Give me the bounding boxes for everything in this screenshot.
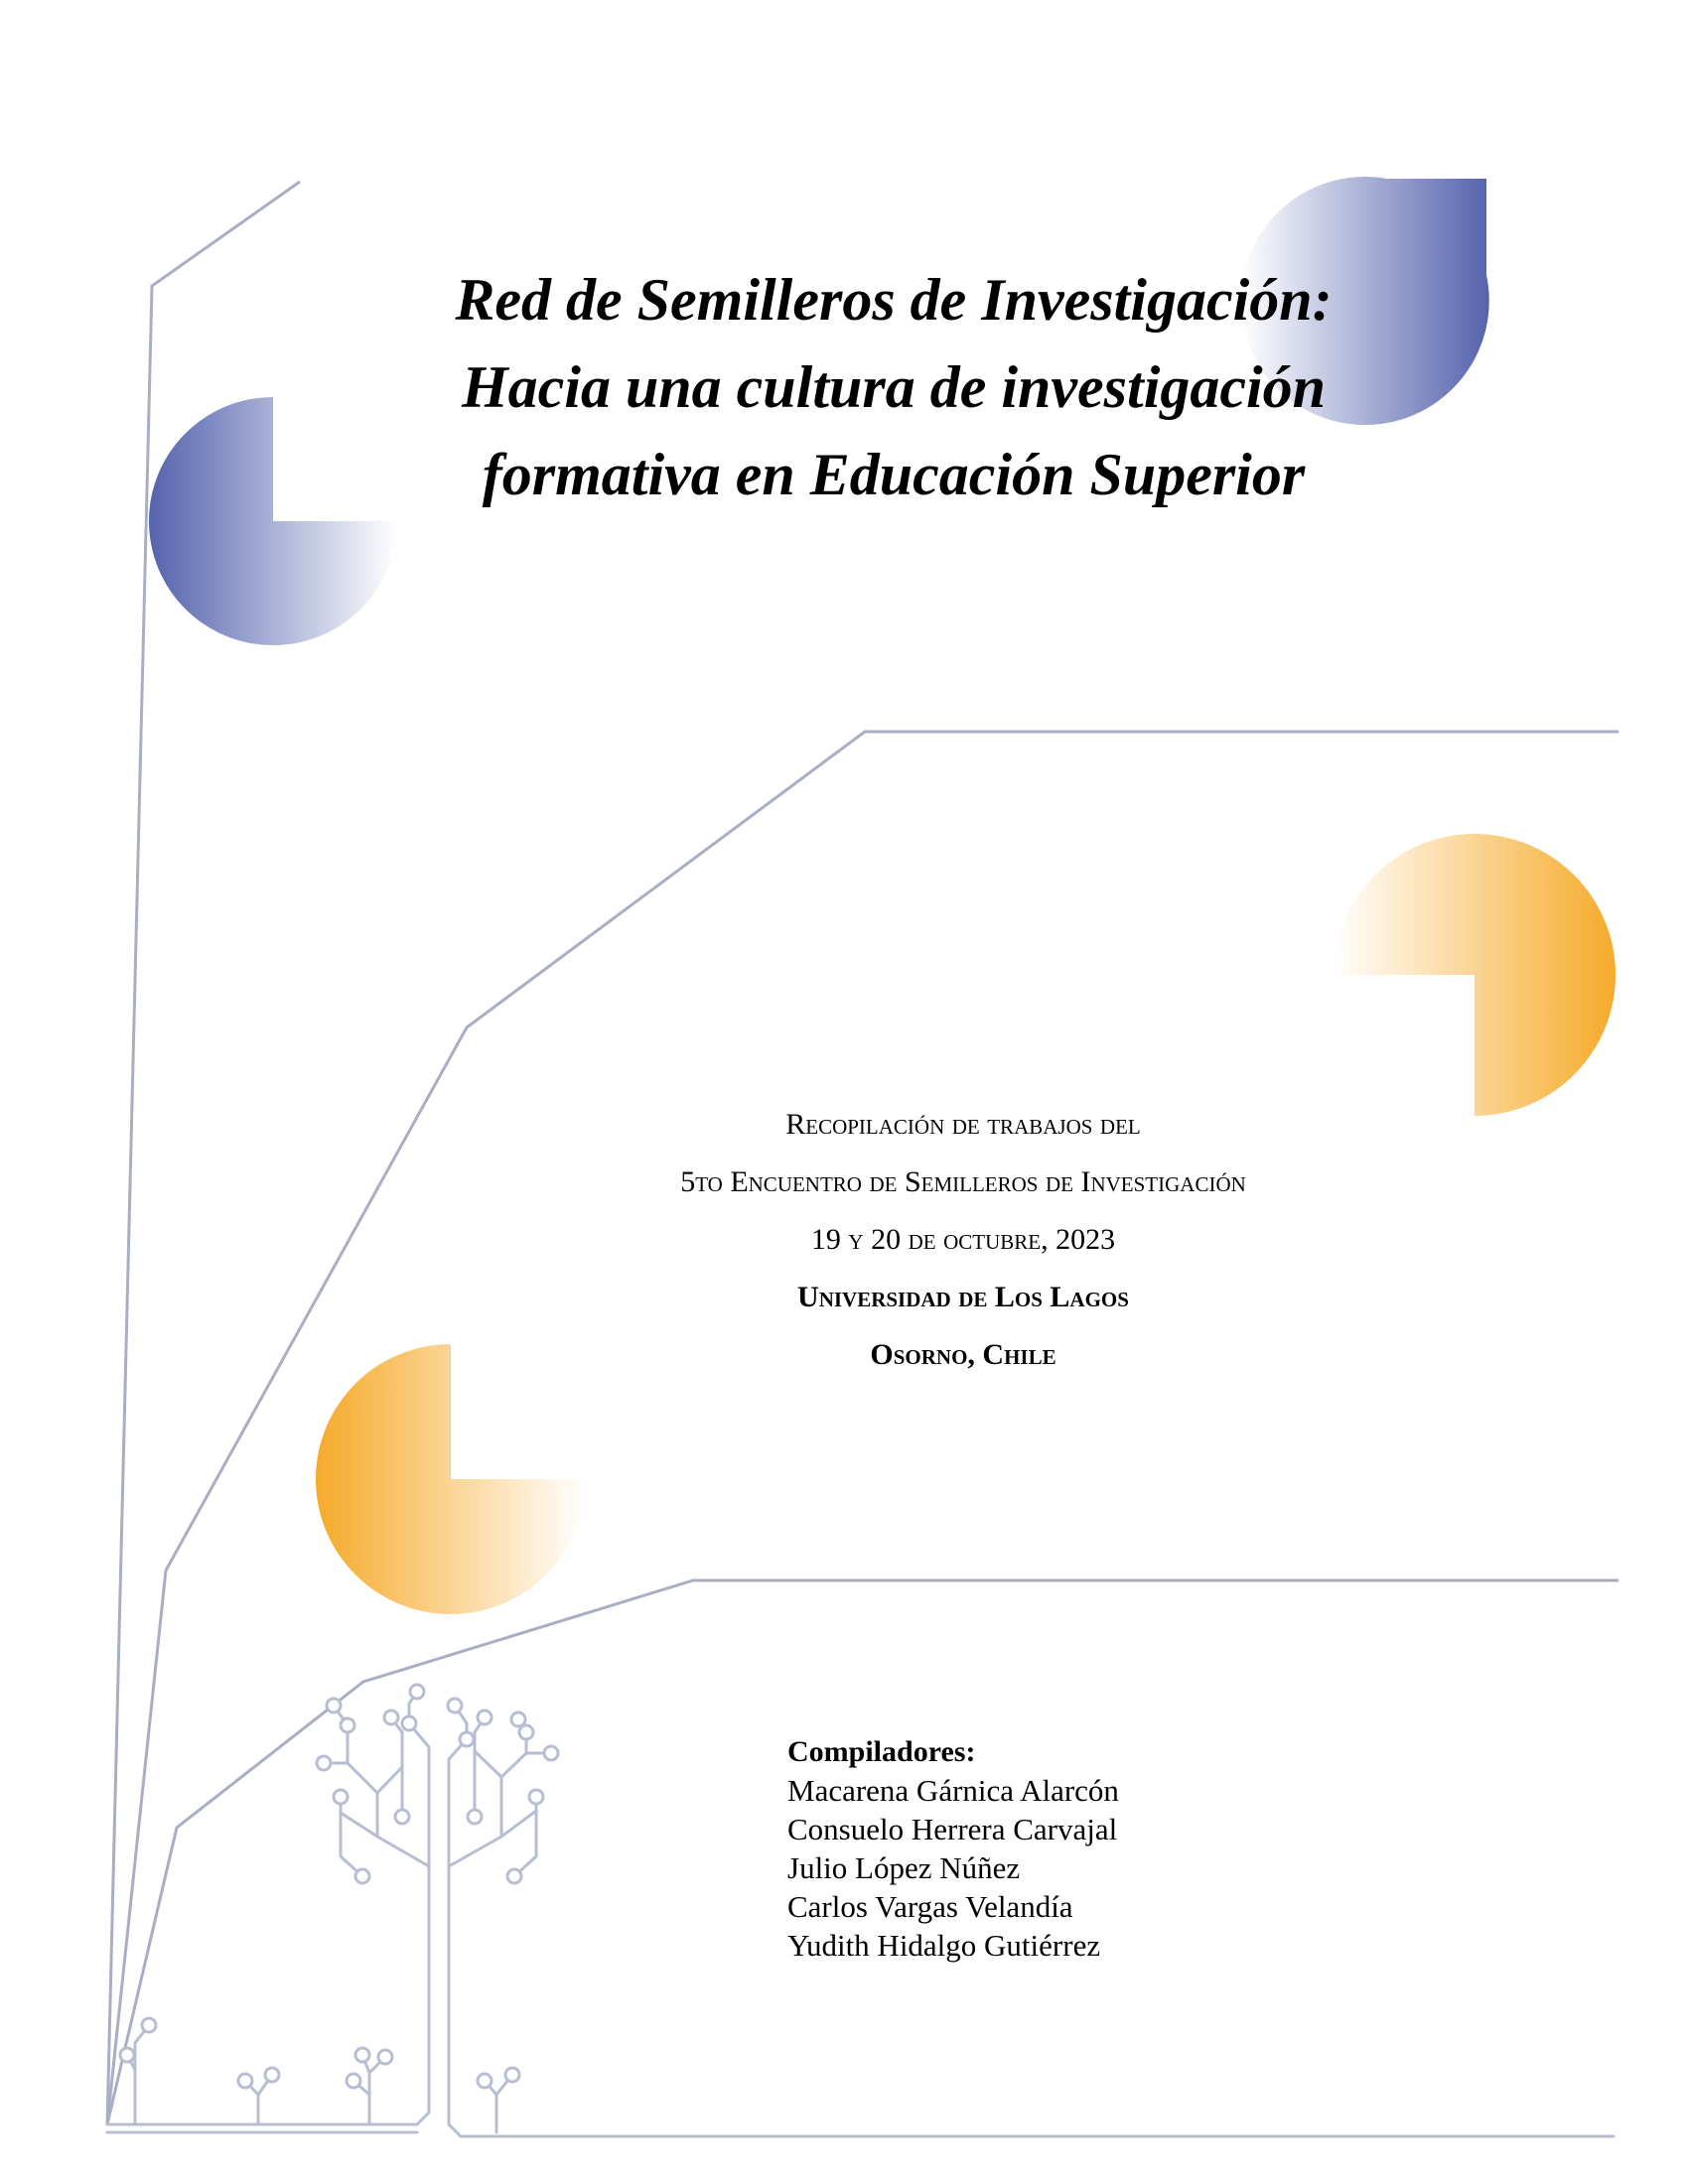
circuit-tree-nodes [120, 1685, 558, 2088]
event-details [427, 1096, 1499, 1384]
event-university: Universidad de Los Lagos [797, 1281, 1129, 1313]
title-line-2: Hacia una cultura de investigación [461, 354, 1327, 420]
compiler-name: Carlos Vargas Velandía [787, 1889, 1073, 1924]
compilers-block [787, 1733, 1383, 1965]
title-line-1: Red de Semilleros de Investigación: [455, 267, 1333, 333]
event-compilation-line: Recopilación de trabajos del [785, 1108, 1141, 1141]
book-title [328, 256, 1460, 518]
event-location: Osorno, Chile [870, 1338, 1056, 1371]
event-dates: 19 y 20 de octubre, 2023 [810, 1223, 1116, 1256]
event-name: 5to Encuentro de Semilleros de Investigación [680, 1165, 1246, 1198]
compiler-name: Yudith Hidalgo Gutiérrez [787, 1928, 1101, 1963]
compiler-name: Julio López Núñez [787, 1850, 1021, 1885]
orange-circle-right [1334, 834, 1616, 1116]
title-line-3: formativa en Educación Superior [482, 442, 1306, 507]
compilers-list [787, 1771, 1383, 1965]
orange-circle-left [316, 1344, 586, 1614]
compiler-name: Consuelo Herrera Carvajal [787, 1812, 1118, 1846]
compiler-name: Macarena Gárnica Alarcón [787, 1773, 1119, 1808]
compilers-heading: Compiladores: [787, 1735, 976, 1768]
